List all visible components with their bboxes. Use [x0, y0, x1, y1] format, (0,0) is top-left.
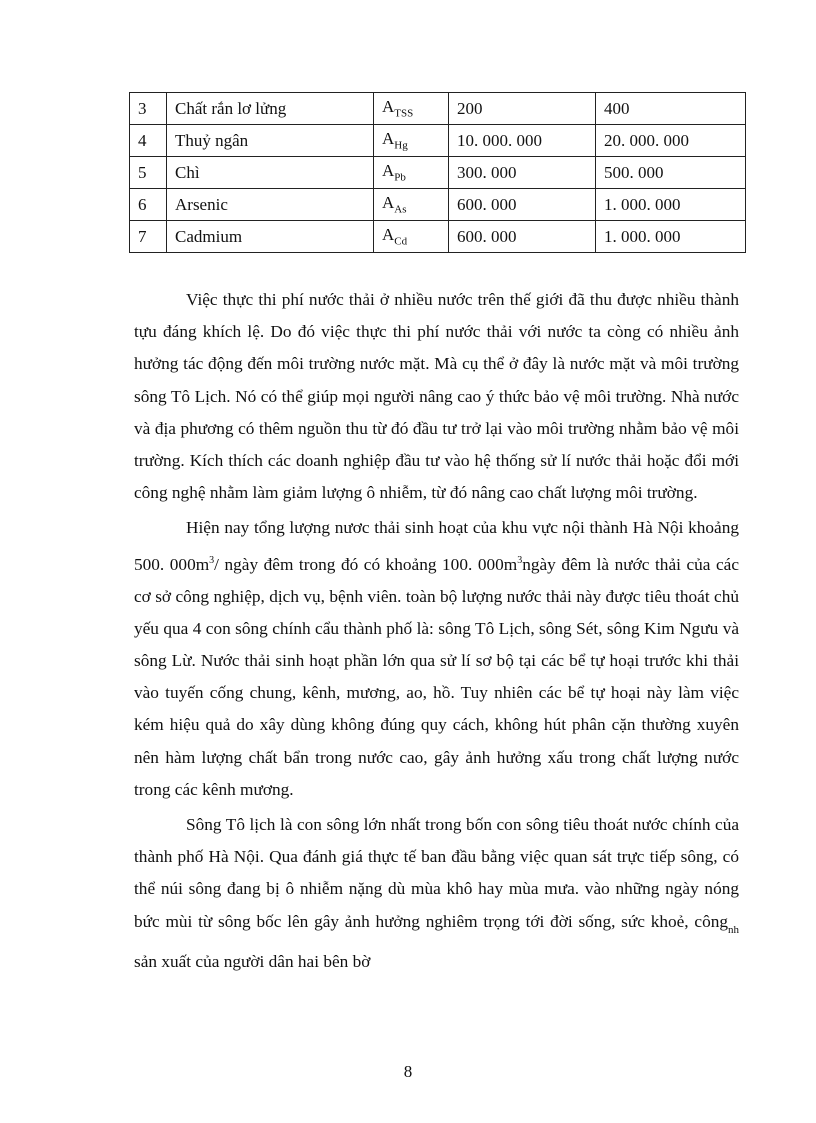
- paragraph-to-lich-river: Sông Tô lịch là con sông lớn nhất trong bốn con sông tiêu thoát nước chính của thành phố Hà Nội. Qua đánh giá thực tế ban đầu bằng việc quan sát trực tiếp sông, có thể núi sông đang bị ô nhiễm nặng dù mùa khô hay mùa mưa. vào những ngày nóng bức mùi từ sông bốc lên gây ảnh hưởng nghiêm trọng tới đời sống, sức khoẻ, công$_{nh}$ sản xuất của người dân hai bên bờ: [134, 815, 739, 971]
- fee-symbol: [374, 93, 449, 125]
- pollutant-name: Cadmium: [167, 221, 374, 253]
- fee-symbol: [374, 221, 449, 253]
- fee-value-min: 600. 000: [449, 221, 596, 253]
- table-row: [130, 157, 746, 189]
- symbol-base: A: [382, 129, 395, 149]
- body-text: [134, 284, 739, 981]
- page-number: 8: [403, 1062, 413, 1081]
- paragraph-waste-fee: Việc thực thi phí nước thải ở nhiều nước trên thế giới đã thu được nhiều thành tựu đáng khích lệ. Do đó việc thực thi phí nước thải với nước ta còng có nhiều ảnh hưởng tác động đến môi trường nước mặt. Mà cụ thể ở đây là nước mặt và môi trường sông Tô Lịch. Nó có thể giúp mọi người nâng cao ý thức bảo vệ môi trường. Nhà nước và địa phương có thêm nguồn thu từ đó đầu tư trở lại vào môi trường nhằm bảo vệ môi trường. Kích thích các doanh nghiệp đầu tư vào hệ thống sử lí nước thải hoặc đổi mới công nghệ nhằm làm giảm lượng ô nhiễm, từ đó nâng cao chất lượng môi trường.: [134, 290, 739, 503]
- symbol-subscript: Hg: [394, 139, 408, 152]
- symbol-subscript: TSS: [394, 107, 414, 120]
- pollutant-name: Arsenic: [167, 189, 374, 221]
- fee-value-min: 600. 000: [449, 189, 596, 221]
- row-number: 7: [130, 221, 167, 253]
- pollutant-name: Chì: [167, 157, 374, 189]
- symbol-base: A: [382, 97, 395, 117]
- symbol-base: A: [382, 193, 395, 213]
- fee-value-max: 1. 000. 000: [596, 189, 746, 221]
- fee-value-min: 300. 000: [449, 157, 596, 189]
- fee-value-max: 400: [596, 93, 746, 125]
- row-number: 5: [130, 157, 167, 189]
- table-row: [130, 93, 746, 125]
- fee-value-min: 200: [449, 93, 596, 125]
- fee-value-max: 20. 000. 000: [596, 125, 746, 157]
- symbol-base: A: [382, 225, 395, 245]
- symbol-subscript: Pb: [394, 171, 406, 184]
- pollutant-name: Thuỷ ngân: [167, 125, 374, 157]
- table-row: [130, 221, 746, 253]
- symbol-base: A: [382, 161, 395, 181]
- fee-value-max: 1. 000. 000: [596, 221, 746, 253]
- table-row: [130, 125, 746, 157]
- pollution-fee-table: [129, 92, 746, 253]
- fee-value-min: 10. 000. 000: [449, 125, 596, 157]
- fee-symbol: [374, 189, 449, 221]
- row-number: 4: [130, 125, 167, 157]
- row-number: 3: [130, 93, 167, 125]
- table-row: [130, 189, 746, 221]
- fee-symbol: [374, 157, 449, 189]
- row-number: 6: [130, 189, 167, 221]
- symbol-subscript: Cd: [394, 235, 408, 248]
- fee-symbol: [374, 125, 449, 157]
- pollutant-name: Chất rắn lơ lửng: [167, 93, 374, 125]
- symbol-subscript: As: [394, 203, 407, 216]
- paragraph-wastewater-volume: Hiện nay tổng lượng nươc thải sinh hoạt của khu vực nội thành Hà Nội khoảng 500. $000m^3/$ ngày đêm trong đó có khoảng 100. $000m^3ngày$ đêm là nước thải của các cơ sở công nghiệp, dịch vụ, bệnh viên. toàn bộ lượng nước thải này được tiêu thoát chủ yếu qua 4 con sông chính cẩu thành phố là: sông Tô Lịch, sông Sét, sông Kim Ngưu và sông Lừ. Nước thải sinh hoạt phần lớn qua sử lí sơ bộ tại các bể tự hoại trước khi thải vào tuyến cống chung, kênh, mương, ao, hồ. Tuy nhiên các bể tự hoại này làm việc kém hiệu quả do xây dùng không đúng quy cách, không hút phân cặn thường xuyên nên hàm lượng chất bẩn trong nước cao, gây ảnh hưởng xấu trong chất lượng nước trong các kênh mương.: [134, 518, 739, 799]
- fee-value-max: 500. 000: [596, 157, 746, 189]
